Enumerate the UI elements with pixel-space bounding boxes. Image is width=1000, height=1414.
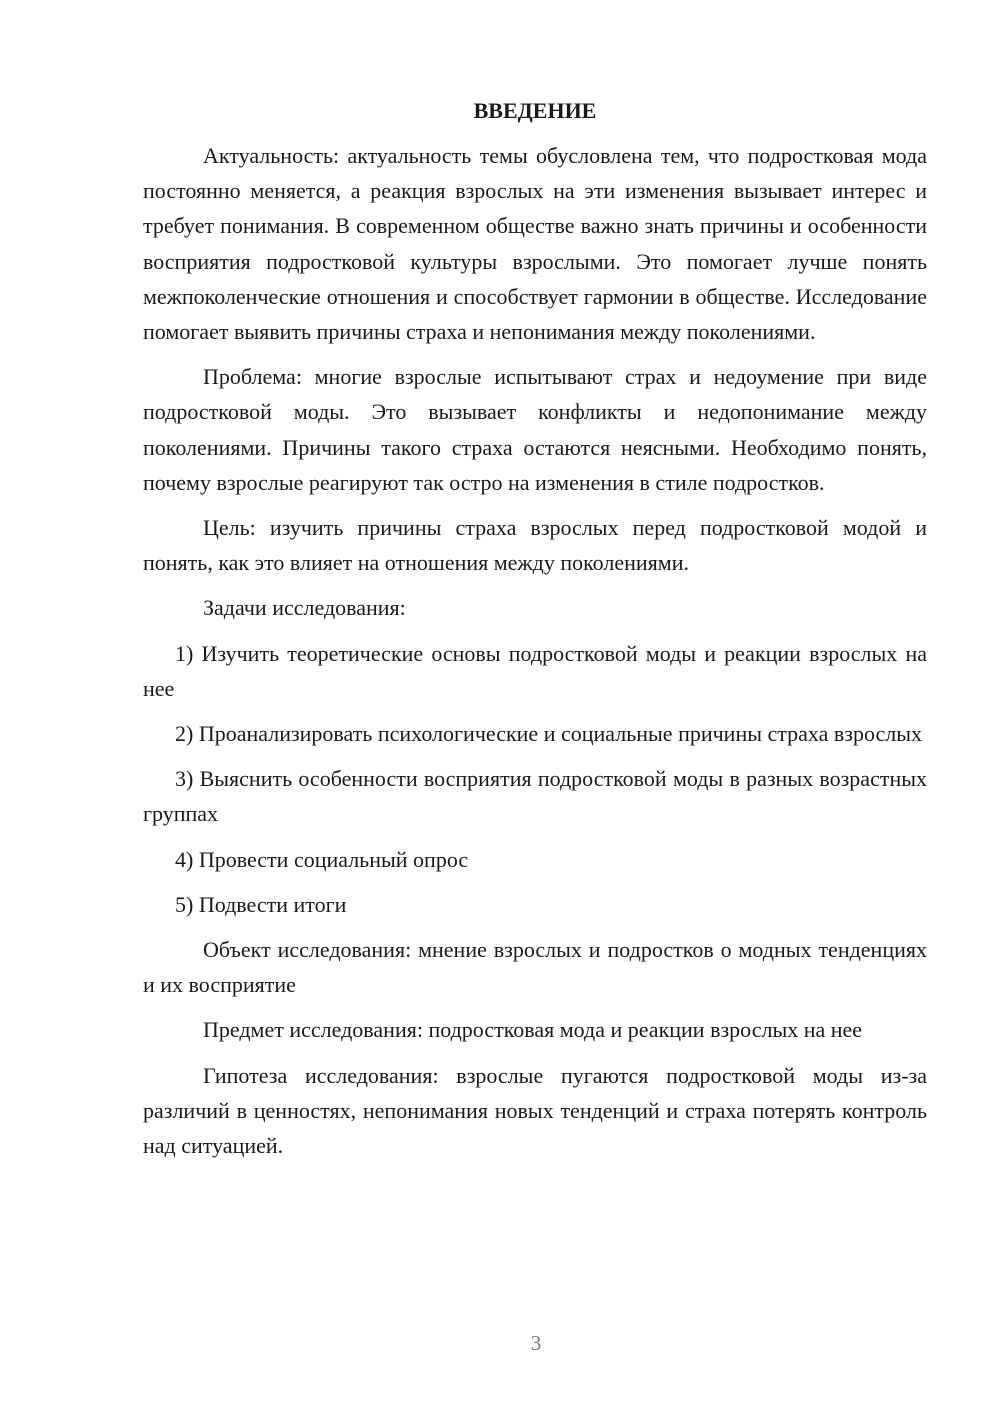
tasks-heading: Задачи исследования: (203, 595, 406, 621)
relevance-paragraph: Актуальность: актуальность темы обусловлена тем, что подростковая мода постоянно меняется, а реакция взрослых на эти изменения вызывает интерес и требует понимания. В современном обществе важно знать причины и особенности восприятия подростковой культуры взрослыми. Это помогает лучше понять межпоколенческие отношения и способствует гармонии в обществе. Исследование помогает выявить причины страха и непонимания между поколениями. (143, 143, 927, 345)
section-title: ВВЕДЕНИЕ (473, 98, 597, 123)
goal-paragraph: Цель: изучить причины страха взрослых перед подростковой модой и понять, как это влияет на отношения между поколениями. (143, 515, 927, 576)
task-item: 1) Изучить теоретические основы подростковой моды и реакции взрослых на нее (143, 640, 927, 701)
hypothesis-paragraph: Гипотеза исследования: взрослые пугаются подростковой моды из-за различий в ценностях, непонимания новых тенденций и страха потерять контроль над ситуацией. (143, 1062, 927, 1159)
task-item: 5) Подвести итоги (175, 891, 347, 917)
page-content (143, 96, 927, 1173)
problem-paragraph: Проблема: многие взрослые испытывают страх и недоумение при виде подростковой моды. Это вызывает конфликты и недопонимание между поколениями. Причины такого страха остаются неясными. Необходимо понять, почему взрослые реагируют так остро на изменения в стиле подростков. (143, 364, 927, 495)
page-number: 3 (530, 1331, 542, 1355)
task-item: 4) Провести социальный опрос (175, 846, 469, 872)
subject-paragraph: Предмет исследования: подростковая мода и реакции взрослых на нее (203, 1017, 863, 1043)
object-paragraph: Объект исследования: мнение взрослых и подростков о модных тенденциях и их восприятие (143, 937, 927, 998)
task-item: 2) Проанализировать психологические и социальные причины страха взрослых (175, 721, 923, 747)
task-item: 3) Выяснить особенности восприятия подростковой моды в разных возрастных группах (143, 766, 927, 827)
